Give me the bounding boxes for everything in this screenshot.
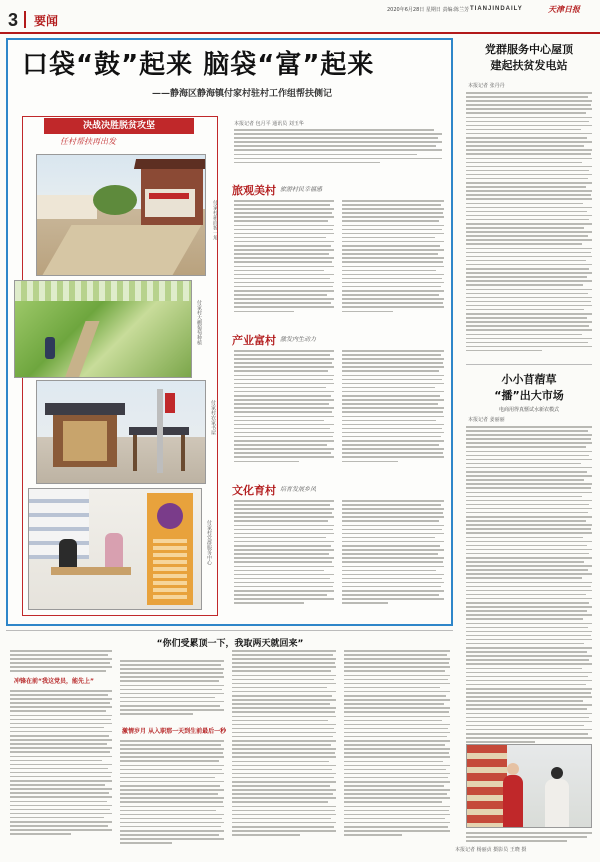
masthead-rule <box>0 32 600 34</box>
dateline: 2020年6月28日 星期日 责编:陈兰芳 <box>387 7 470 13</box>
divider <box>6 630 453 631</box>
body-column <box>342 350 444 465</box>
right-subhead-2: 电商用得真惬试水新农模式 <box>498 407 559 413</box>
right-byline-2: 本报记者 姜丽丽 <box>468 417 505 423</box>
feature-subhead: ——静海区静海镇付家村驻村工作组帮扶侧记 <box>152 89 333 99</box>
library-photo <box>28 488 202 610</box>
bottom-column <box>344 650 450 838</box>
body-column <box>234 500 334 606</box>
bottom-column <box>120 740 224 846</box>
footer-credit: 本报记者 杨丽贞 摄影员 王晓 摄 <box>455 847 527 853</box>
photo-caption: 付家村大棚葡萄种植 <box>196 300 202 345</box>
feature-headline: 口袋“鼓”起来 脑袋“富”起来 <box>22 50 375 80</box>
section-marker <box>24 11 26 28</box>
bottom-column <box>232 650 336 838</box>
bottom-subhead: 激情岁月 从入职那一天到生前最后一秒 <box>122 728 227 735</box>
bottom-column <box>10 690 112 837</box>
right-body-2 <box>466 426 592 745</box>
body-column <box>342 500 444 606</box>
right-headline-2[interactable] <box>466 372 592 404</box>
bottom-column <box>120 660 224 717</box>
section-tag: 培育发展乡风 <box>280 486 317 493</box>
headline-line: 建起扶贫发电站 <box>490 59 568 72</box>
article-byline: 本报记者 包月平 通讯员 刘玉华 <box>234 121 304 127</box>
village-photo <box>36 154 206 276</box>
section-heading: 文化育村 <box>232 484 276 497</box>
body-column <box>234 200 334 315</box>
page-number: 3 <box>8 10 19 30</box>
right-byline-1: 本报记者 张丹丹 <box>468 83 505 89</box>
campaign-banner: 决战决胜脱贫攻坚 <box>44 118 194 134</box>
body-column <box>342 200 444 315</box>
section-tag: 旅游村民幸福感 <box>280 186 323 193</box>
section-tag: 激发内生动力 <box>280 336 317 343</box>
photo-caption: 付家村党群服务中心 <box>206 520 212 565</box>
photo-caption-lines <box>466 832 592 844</box>
headline-line: 小小苜蓿草 <box>501 373 557 386</box>
greenhouse-photo <box>14 280 192 378</box>
campaign-slogan: 任村帮扶再出发 <box>60 137 116 146</box>
paper-name: TIANJINDAILY <box>470 6 523 12</box>
right-body-1 <box>466 92 592 354</box>
divider <box>466 364 592 365</box>
bottom-subhead: 冲锋在前“我这党员，能先上” <box>14 678 94 685</box>
section-title: 要闻 <box>34 14 59 28</box>
pavilion-photo <box>36 380 206 484</box>
body-column <box>234 350 334 465</box>
right-headline-1[interactable] <box>466 42 592 74</box>
market-photo <box>466 744 592 828</box>
paper-logo: 天津日报 <box>548 4 580 14</box>
bottom-column <box>10 650 112 675</box>
headline-line: 党群服务中心屋顶 <box>485 43 573 56</box>
lead-paragraph <box>234 129 442 179</box>
photo-caption: 付家村农家书屋 <box>210 400 216 435</box>
section-heading: 产业富村 <box>232 334 276 347</box>
section-heading: 旅观美村 <box>232 184 276 197</box>
bottom-headline[interactable]: “你们受累顶一下，我取两天就回来” <box>156 639 304 649</box>
photo-caption: 付家村新面貌一角 <box>212 200 218 240</box>
headline-line: “播”出大市场 <box>494 389 564 402</box>
